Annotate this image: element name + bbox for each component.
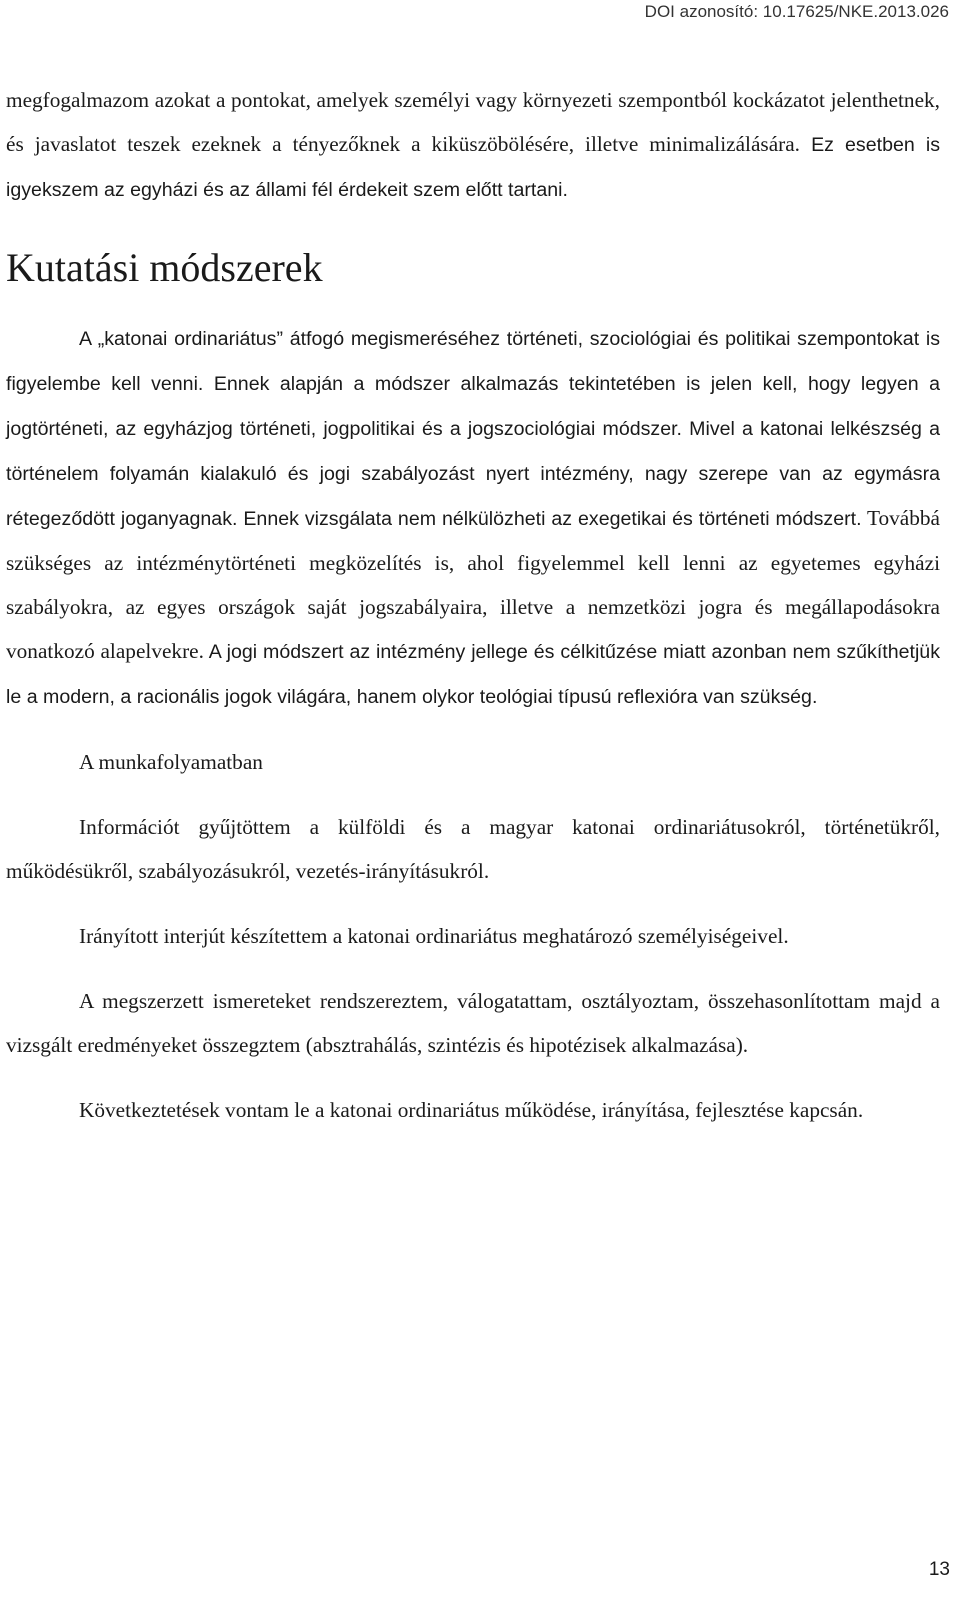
methods-paragraph <box>6 316 940 719</box>
methods-text-1: A „katonai ordinariátus” átfogó megismeréséhez történeti, szociológiai és politikai szempontokat is figyelembe kell venni. Ennek alapján a módszer alkalmazás tekintetében is jelen kell, hogy legyen a jogtörténeti, az egyházjog történeti, jogpolitikai és a jogszociológiai módszer. Mivel a katonai lelkészség a történelem folyamán kialakuló és jogi szabályozást nyert intézmény, nagy szerepe van az egymásra rétegeződött joganyagnak. Ennek vizsgálata nem nélkülözheti az exegetikai és történeti módszert. <box>6 328 940 530</box>
methods-text-3: A jogi módszert az intézmény jellege és célkitűzése miatt azonban nem szűkíthetjük le a modern, a racionális jogok világára, hanem olykor teológiai típusú reflexióra van szükség. <box>6 641 940 708</box>
methods-text-2: Továbbá szükséges az intézménytörténeti megközelítés is, ahol figyelemmel kell lenni az egyetemes egyházi szabályokra, az egyes országok saját jogszabályaira, illetve a nemzetközi jogra és megállapodásokra vonatkozó alapelvekre. <box>6 506 940 663</box>
workflow-paragraph-4: Következtetések vontam le a katonai ordinariátus működése, irányítása, fejlesztése kapcsán. <box>79 1098 864 1122</box>
doi-header: DOI azonosító: 10.17625/NKE.2013.026 <box>644 2 949 21</box>
intro-text-1: megfogalmazom azokat a pontokat, amelyek személyi vagy környezeti szempontból kockázatot jelenthetnek, és javaslatot teszek ezeknek a tényezőknek a kiküszöbölésére, illetve minimalizálására. <box>6 88 940 156</box>
workflow-heading: A munkafolyamatban <box>79 750 263 774</box>
document-body <box>6 78 940 1132</box>
intro-text-2: Ez esetben is igyekszem az egyházi és az állami fél érdekeit szem előtt tartani. <box>6 134 940 201</box>
section-title: Kutatási módszerek <box>6 245 323 290</box>
workflow-paragraph-3: A megszerzett ismereteket rendszereztem, válogatattam, osztályoztam, összehasonlítottam majd a vizsgált eredményeket összegztem (absztrahálás, szintézis és hipotézisek alkalmazása). <box>6 989 940 1057</box>
intro-paragraph <box>6 78 940 212</box>
workflow-paragraph-1: Információt gyűjtöttem a külföldi és a magyar katonai ordinariátusokról, történetükről, működésükről, szabályozásukról, vezetés-irányításukról. <box>6 815 940 883</box>
workflow-paragraph-2: Irányított interjút készítettem a katonai ordinariátus meghatározó személyiségeivel. <box>79 924 789 948</box>
page-number: 13 <box>928 1559 950 1580</box>
